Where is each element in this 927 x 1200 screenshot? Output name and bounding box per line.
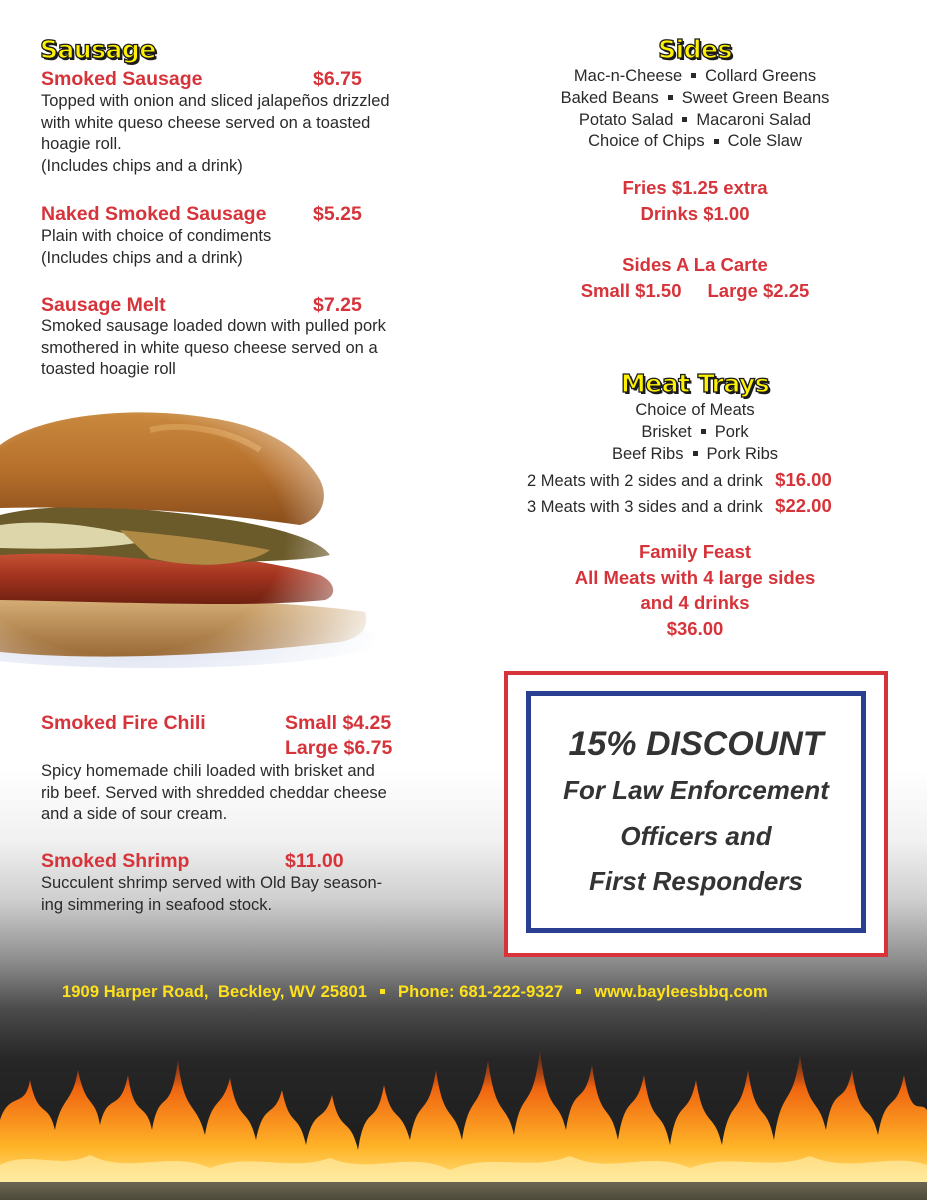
desc-line: smothered in white queso cheese served on a [41, 338, 378, 357]
discount-box [504, 671, 888, 957]
meat-item: Beef Ribs [611, 444, 684, 463]
desc-line: Spicy homemade chili loaded with brisket and [41, 762, 375, 780]
drinks-price: Drinks $1.00 [640, 202, 750, 224]
discount-line: First Responders [589, 866, 803, 896]
desc-line: rib beef. Served with shredded cheddar cheese [41, 783, 387, 802]
meat-item: Brisket [641, 422, 692, 441]
meat-item: Pork [714, 422, 749, 441]
desc-line: hoagie roll. [41, 135, 122, 153]
sides-extras [464, 175, 926, 226]
a-la-carte-title: Sides A La Carte [622, 254, 768, 275]
choice-of-meats: Choice of Meats [635, 401, 755, 419]
tray-offer-3 [527, 493, 832, 519]
item-desc-naked-smoked-sausage [41, 226, 271, 269]
sausage-sandwich-image [0, 390, 400, 680]
meat-row [464, 422, 926, 444]
meat-choices [464, 400, 926, 465]
bullet-icon [576, 989, 581, 994]
desc-line: Succulent shrimp served with Old Bay season- [41, 874, 383, 892]
desc-line: Smoked sausage loaded down with pulled pork [41, 317, 386, 335]
family-feast-title: Family Feast [638, 541, 752, 562]
sides-row [464, 131, 926, 153]
a-la-carte-prices [464, 278, 926, 304]
discount-headline: 15% DISCOUNT [568, 725, 824, 763]
sides-list [464, 66, 926, 153]
side-item: Sweet Green Beans [681, 88, 830, 107]
side-item: Macaroni Salad [696, 110, 812, 129]
side-item: Choice of Chips [588, 132, 705, 151]
tray-offer-price: $16.00 [775, 469, 832, 490]
bullet-icon [380, 989, 385, 994]
item-name-smoked-shrimp: Smoked Shrimp [41, 850, 190, 872]
family-feast [464, 539, 926, 641]
desc-line: Plain with choice of condiments [41, 227, 272, 245]
desc-line: Topped with onion and sliced jalapeños drizzled [41, 92, 390, 110]
bullet-icon [714, 139, 719, 144]
item-desc-smoked-fire-chili [41, 761, 387, 826]
bullet-icon [691, 73, 696, 78]
sides-a-la-carte [464, 252, 926, 303]
footer-website-link[interactable]: www.bayleesbbq.com [594, 983, 768, 1001]
fries-price: Fries $1.25 extra [622, 177, 768, 198]
footer-phone: Phone: 681-222-9327 [398, 983, 564, 1001]
item-price-sausage-melt: $7.25 [313, 294, 362, 316]
meat-row [464, 444, 926, 466]
desc-line: ing simmering in seafood stock. [41, 895, 273, 914]
desc-line: and a side of sour cream. [41, 805, 228, 823]
item-name-naked-smoked-sausage: Naked Smoked Sausage [41, 203, 267, 225]
item-price-smoked-sausage: $6.75 [313, 68, 362, 90]
discount-line: For Law Enforcement [563, 775, 829, 805]
family-feast-line: All Meats with 4 large sides [574, 566, 816, 588]
tray-offer-label: 3 Meats with 3 sides and a drink [527, 498, 763, 516]
side-item: Potato Salad [578, 110, 674, 129]
family-feast-line: and 4 drinks [640, 592, 750, 613]
desc-line: toasted hoagie roll [41, 360, 176, 378]
side-item: Collard Greens [705, 67, 817, 85]
discount-box-inner [526, 691, 866, 933]
item-name-sausage-melt: Sausage Melt [41, 294, 166, 316]
bullet-icon [682, 117, 687, 122]
desc-line: (Includes chips and a drink) [41, 156, 243, 175]
item-desc-smoked-shrimp [41, 873, 382, 916]
bullet-icon [701, 429, 706, 434]
footer-address: 1909 Harper Road, Beckley, WV 25801 [62, 983, 368, 1001]
desc-line: with white queso cheese served on a toasted [41, 113, 371, 132]
meat-trays-section-title: Meat Trays [620, 369, 770, 398]
bullet-icon [693, 451, 698, 456]
meat-item: Pork Ribs [706, 444, 779, 463]
item-price-smoked-shrimp: $11.00 [285, 850, 344, 872]
desc-line: (Includes chips and a drink) [41, 248, 243, 267]
family-feast-price: $36.00 [666, 617, 724, 639]
sides-row [464, 88, 926, 110]
side-item: Baked Beans [560, 88, 659, 107]
tray-offer-label: 2 Meats with 2 sides and a drink [527, 472, 763, 490]
sausage-section-title: Sausage [40, 35, 156, 64]
sides-row [464, 110, 926, 132]
item-price-chili-small: Small $4.25 [285, 712, 392, 734]
item-name-smoked-sausage: Smoked Sausage [41, 68, 203, 90]
sides-section-title: Sides [658, 35, 732, 64]
tray-offer-2 [527, 467, 832, 493]
discount-line: Officers and [620, 821, 772, 851]
flames-image [0, 1000, 927, 1200]
side-item: Mac-n-Cheese [573, 67, 683, 85]
bullet-icon [668, 95, 673, 100]
footer-contact [62, 983, 768, 1002]
item-desc-smoked-sausage [41, 91, 390, 177]
side-item: Cole Slaw [727, 132, 802, 151]
a-la-carte-large: Large $2.25 [707, 279, 810, 301]
sides-row [464, 66, 926, 88]
tray-offer-price: $22.00 [775, 495, 832, 516]
a-la-carte-small: Small $1.50 [580, 279, 682, 301]
item-name-smoked-fire-chili: Smoked Fire Chili [41, 712, 206, 734]
item-price-chili-large: Large $6.75 [285, 737, 393, 759]
item-price-naked-smoked-sausage: $5.25 [313, 203, 362, 225]
